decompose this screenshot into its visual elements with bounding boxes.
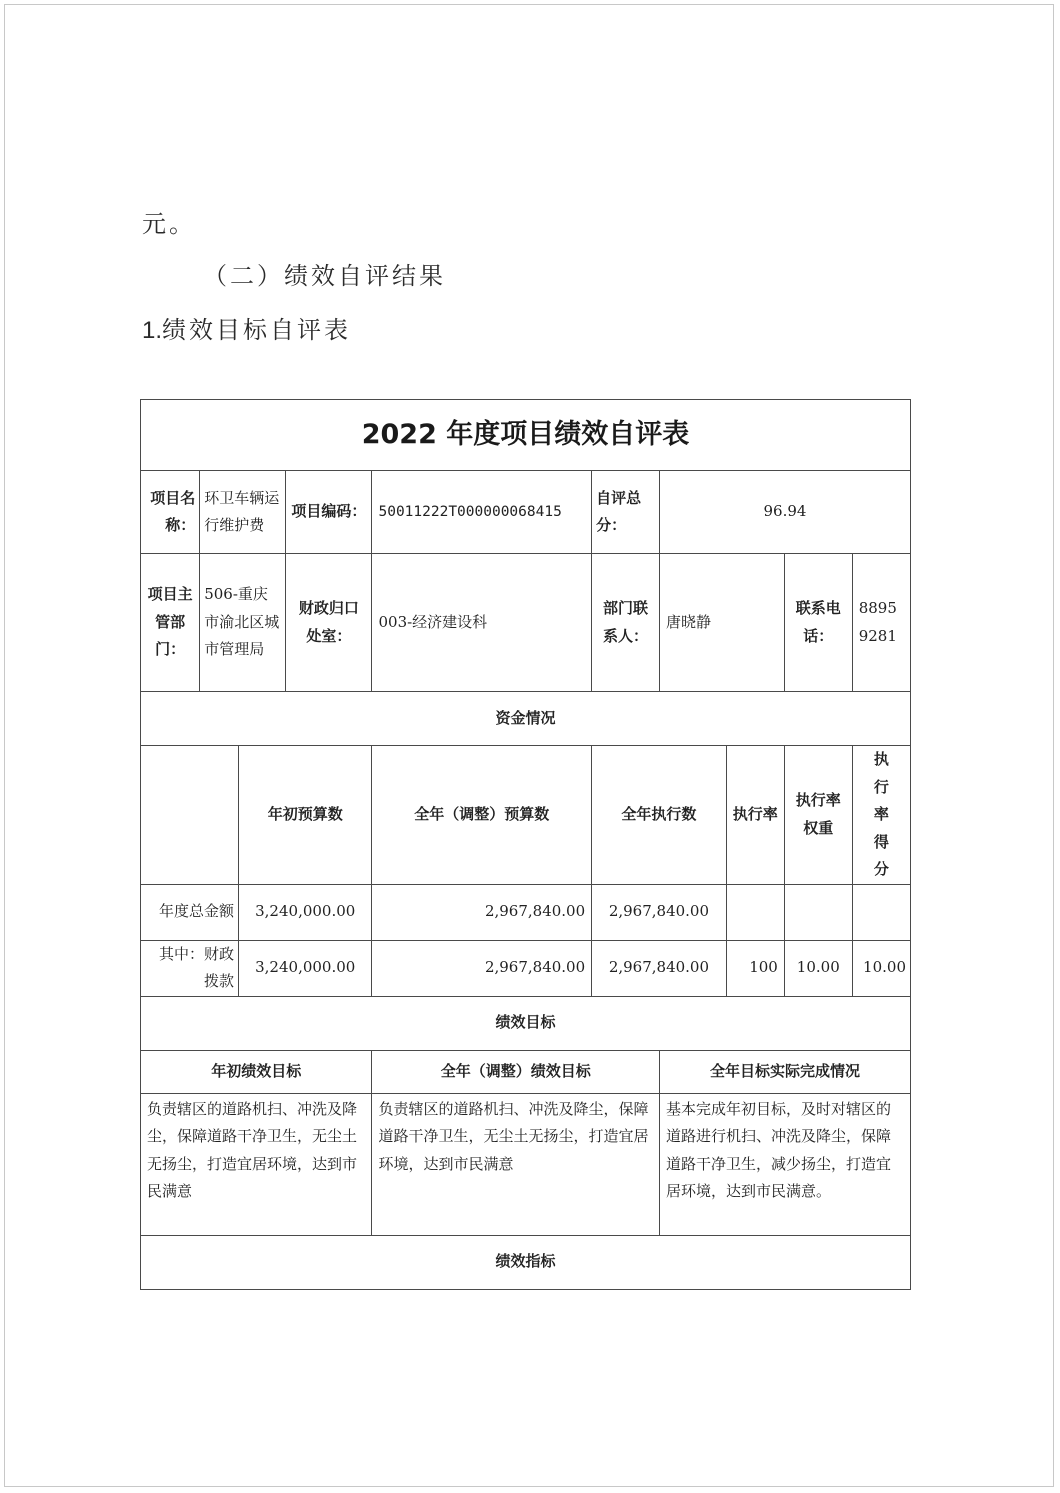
funds-col-score: 执行率得分 [852, 746, 910, 885]
funds-section-header: 资金情况 [141, 692, 911, 746]
table-title: 2022 年度项目绩效自评表 [141, 400, 911, 471]
funds-row-total-rate [726, 884, 784, 940]
self-score-value: 96.94 [659, 471, 910, 554]
project-code-value [372, 471, 592, 554]
dept-value: 506-重庆市渝北区城市管理局 [200, 554, 286, 692]
contact-label: 部门联系人： [592, 554, 660, 692]
finance-office-value: 003-经济建设科 [372, 554, 592, 692]
funds-col-weight: 执行率权重 [784, 746, 852, 885]
section-heading: （二）绩效自评结果 [203, 262, 446, 290]
self-score-label: 自评总分： [592, 471, 660, 554]
funds-row-total-adjusted: 2,967,840.00 [372, 884, 592, 940]
finance-office-label: 财政归口处室： [286, 554, 372, 692]
goals-col-actual: 全年目标实际完成情况 [659, 1050, 910, 1093]
funds-row-fiscal-executed: 2,967,840.00 [592, 940, 727, 996]
intro-line-1: 元。 [142, 210, 196, 238]
project-name-value: 环卫车辆运行维护费 [200, 471, 286, 554]
dept-label: 项目主管部门： [141, 554, 200, 692]
funds-row-fiscal-weight: 10.00 [784, 940, 852, 996]
funds-row-total-label: 年度总金额 [141, 884, 239, 940]
indicators-section-header: 绩效指标 [141, 1235, 911, 1289]
funds-row-fiscal-rate: 100 [726, 940, 784, 996]
funds-col-rate: 执行率 [726, 746, 784, 885]
project-code-label: 项目编码： [286, 471, 372, 554]
goal-initial-text: 负责辖区的道路机扫、冲洗及降尘，保障道路干净卫生，无尘土无扬尘，打造宜居环境，达到市民满意 [141, 1093, 372, 1235]
funds-corner-cell [141, 746, 239, 885]
goal-adjusted-text: 负责辖区的道路机扫、冲洗及降尘，保障道路干净卫生，无尘土无扬尘，打造宜居环境，达到市民满意 [372, 1093, 659, 1235]
goal-actual-text: 基本完成年初目标，及时对辖区的道路进行机扫、冲洗及降尘，保障道路干净卫生，减少扬尘，打造宜居环境，达到市民满意。 [659, 1093, 910, 1235]
contact-value: 唐晓静 [659, 554, 784, 692]
funds-col-executed: 全年执行数 [592, 746, 727, 885]
project-name-label: 项目名称： [141, 471, 200, 554]
phone-value: 88959281 [852, 554, 910, 692]
goals-section-header: 绩效目标 [141, 996, 911, 1050]
funds-row-total-score [852, 884, 910, 940]
funds-row-total-weight [784, 884, 852, 940]
performance-self-evaluation-table [140, 399, 911, 1290]
funds-row-fiscal-score: 10.00 [852, 940, 910, 996]
funds-row-total-initial: 3,240,000.00 [238, 884, 372, 940]
subsection-number: 1. [142, 317, 163, 344]
goals-col-adjusted: 全年（调整）绩效目标 [372, 1050, 659, 1093]
funds-row-fiscal-adjusted: 2,967,840.00 [372, 940, 592, 996]
subsection-title: 绩效目标自评表 [162, 316, 352, 344]
funds-col-initial: 年初预算数 [238, 746, 372, 885]
funds-col-adjusted: 全年（调整）预算数 [372, 746, 592, 885]
project-code-text: 50011222T000000068415 [378, 503, 562, 520]
funds-row-fiscal-initial: 3,240,000.00 [238, 940, 372, 996]
subsection-heading [142, 310, 351, 345]
funds-row-fiscal-label: 其中：财政拨款 [141, 940, 239, 996]
funds-row-total-executed: 2,967,840.00 [592, 884, 727, 940]
phone-label: 联系电话： [784, 554, 852, 692]
goals-col-initial: 年初绩效目标 [141, 1050, 372, 1093]
